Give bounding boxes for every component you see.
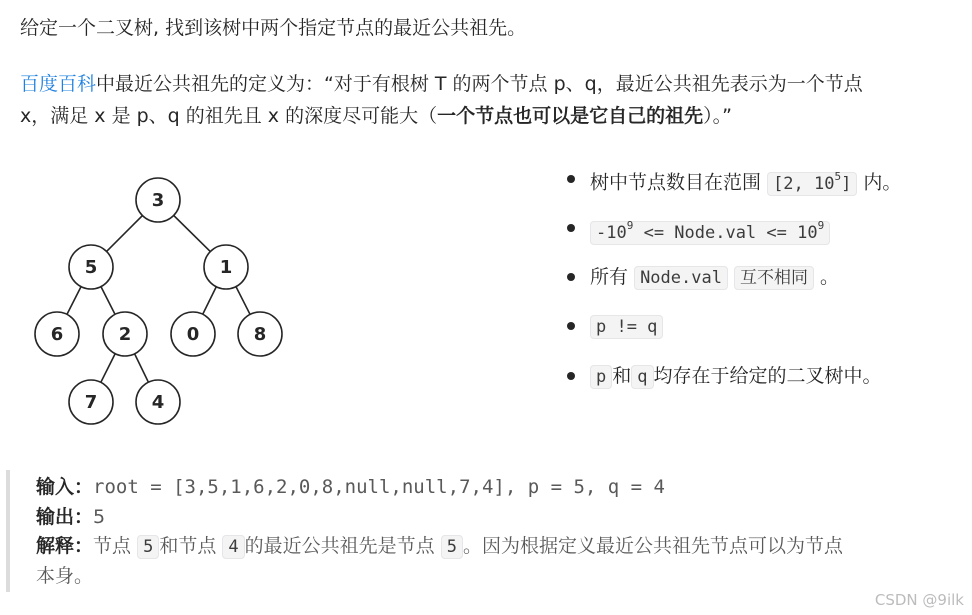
inline-code: 4 [222,535,244,559]
tree-node [35,312,79,356]
tree-node [69,380,113,424]
constraint-item [590,263,839,292]
output-value: 5 [93,506,106,528]
problem-statement [20,12,526,44]
definition-line-2 [20,100,732,132]
superscript: 9 [626,219,634,232]
example-output-line [36,503,105,531]
constraint-text: 。 [820,266,840,288]
bullet-dot [567,175,575,183]
definition-text-2a: x，满足 x 是 p、q 的祖先且 x 的深度尽可能大（ [20,105,438,127]
constraint-text: 和 [612,365,632,387]
example-explanation-line-2 [36,562,93,590]
inline-code [590,221,830,245]
example-block [6,470,970,592]
problem-title-text: 给定一个二叉树, 找到该树中两个指定节点的最近公共祖先。 [20,17,527,39]
inline-code: p [590,365,612,389]
bullet-dot [567,322,575,330]
tree-node-label: 5 [84,257,98,278]
constraint-item [590,214,830,247]
tree-node-label: 7 [84,392,98,413]
code-text: -10 [596,222,627,243]
superscript: 5 [834,170,842,183]
tree-node [69,245,113,289]
constraint-text: 所有 [590,266,629,288]
example-input-line [36,473,665,501]
tree-node-label: 2 [118,324,132,345]
tree-node-label: 0 [186,324,200,345]
inline-code: 互不相同 [734,266,814,290]
definition-bold-text: 一个节点也可以是它自己的祖先 [437,105,704,127]
tree-node [103,312,147,356]
inline-code [767,172,857,196]
binary-tree-diagram [0,150,320,450]
code-text: [2, 10 [773,173,835,194]
definition-text-1: 中最近公共祖先的定义为：“对于有根树 T 的两个节点 p、q，最近公共祖先表示为一个节点 [96,73,863,95]
tree-edges [57,200,260,402]
bullet-dot [567,273,575,281]
inline-code: 5 [441,535,463,559]
definition-line-1 [20,68,863,100]
explanation-text: 节点 [93,535,132,557]
tree-nodes [35,178,282,424]
tree-node [204,245,248,289]
explanation-text: 和节点 [159,535,217,557]
output-label: 输出： [36,506,94,528]
baidu-baike-link[interactable]: 百度百科 [20,73,97,95]
explanation-text: 本身。 [36,565,94,587]
tree-node [238,312,282,356]
superscript: 9 [817,219,825,232]
code-text: ] [841,173,852,194]
inline-code: Node.val [634,266,728,290]
definition-text-2c: ）。” [703,105,732,127]
tree-node-label: 3 [151,190,165,211]
inline-code: p != q [590,315,663,339]
tree-node-label: 1 [219,257,233,278]
bullet-dot [567,372,575,380]
code-text: <= Node.val <= 10 [633,222,818,243]
constraint-item [590,362,882,391]
explanation-text: 。因为根据定义最近公共祖先节点可以为节点 [462,535,843,557]
input-label: 输入： [36,476,94,498]
input-value: root = [3,5,1,6,2,0,8,null,null,7,4], p = 5, q = 4 [93,476,665,498]
tree-node [136,380,180,424]
constraint-text: 内。 [863,171,902,194]
tree-node [136,178,180,222]
tree-node-label: 4 [151,392,165,413]
inline-code: q [631,365,653,389]
tree-node-label: 8 [253,324,267,345]
inline-code: 5 [137,535,159,559]
tree-node [171,312,215,356]
explanation-text: 的最近公共祖先是节点 [244,535,435,557]
constraint-text: 树中节点数目在范围 [590,171,762,194]
explanation-label: 解释： [36,535,94,557]
constraint-text: 均存在于给定的二叉树中。 [653,365,882,387]
bullet-dot [567,224,575,232]
constraint-item [590,165,901,198]
example-explanation-line [36,532,843,561]
constraint-item [590,312,663,341]
tree-node-label: 6 [50,324,64,345]
csdn-watermark: CSDN @9ilk [874,591,964,609]
